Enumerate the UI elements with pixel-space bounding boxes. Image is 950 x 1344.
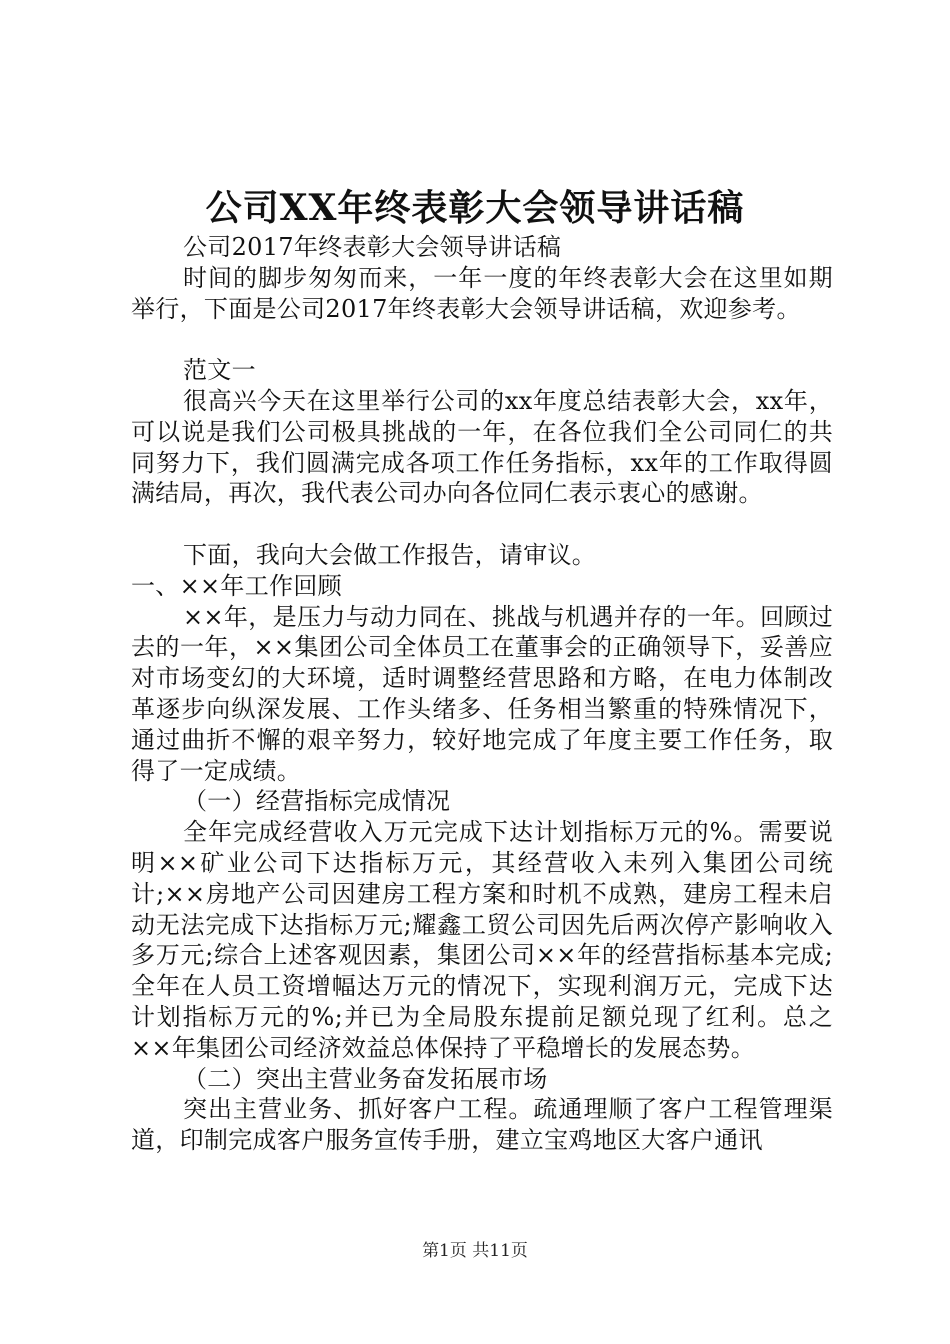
- subsection-heading-main-business: （二）突出主营业务奋发拓展市场: [183, 1064, 548, 1093]
- page-number-footer: 第1页 共11页: [422, 1241, 528, 1261]
- blank-line: [131, 509, 833, 540]
- document-title: 公司XX年终表彰大会领导讲话稿: [205, 187, 745, 229]
- paragraph-review: ××年，是压力与动力同在、挑战与机遇并存的一年。回顾过去的一年，××集团公司全体员工在董事会的正确领导下，妥善应对市场变幻的大环境，适时调整经营思路和方略，在电力体制改革逐步向纵深发展、工作头绪多、任务相当繁重的特殊情况下，通过曲折不懈的艰辛努力，较好地完成了年度主要工作任务，取得了一定成绩。: [131, 602, 833, 785]
- paragraph-report-intro: 下面，我向大会做工作报告，请审议。: [183, 540, 597, 569]
- paragraph-main-business: 突出主营业务、抓好客户工程。疏通理顺了客户工程管理渠道，印制完成客户服务宣传手册，建立宝鸡地区大客户通讯: [131, 1095, 833, 1155]
- paragraph-greeting: 很高兴今天在这里举行公司的xx年度总结表彰大会，xx年，可以说是我们公司极具挑战的一年，在各位我们全公司同仁的共同努力下，我们圆满完成各项工作任务指标，xx年的工作取得圆满结局，再次，我代表公司办向各位同仁表示衷心的感谢。: [131, 386, 833, 508]
- paragraph-intro: 时间的脚步匆匆而来，一年一度的年终表彰大会在这里如期举行，下面是公司2017年终表彰大会领导讲话稿，欢迎参考。: [131, 263, 833, 323]
- paragraph-business-indicators: 全年完成经营收入万元完成下达计划指标万元的%。需要说明××矿业公司下达指标万元，其经营收入未列入集团公司统计;××房地产公司因建房工程方案和时机不成熟，建房工程未启动无法完成下达指标万元;耀鑫工贸公司因先后两次停产影响收入多万元;综合上述客观因素，集团公司××年的经营指标基本完成;全年在人员工资增幅达万元的情况下，实现利润万元，完成下达计划指标万元的%;并已为全局股东提前足额兑现了红利。总之××年集团公司经济效益总体保持了平稳增长的发展态势。: [131, 818, 833, 1062]
- paragraph-heading-sample: 范文一: [183, 356, 256, 385]
- section-heading-review: 一、××年工作回顾: [131, 571, 342, 600]
- paragraph-subtitle: 公司2017年终表彰大会领导讲话稿: [183, 233, 562, 261]
- subsection-heading-business-indicators: （一）经营指标完成情况: [183, 787, 451, 816]
- document-body: [131, 232, 833, 1156]
- blank-line: [131, 324, 833, 355]
